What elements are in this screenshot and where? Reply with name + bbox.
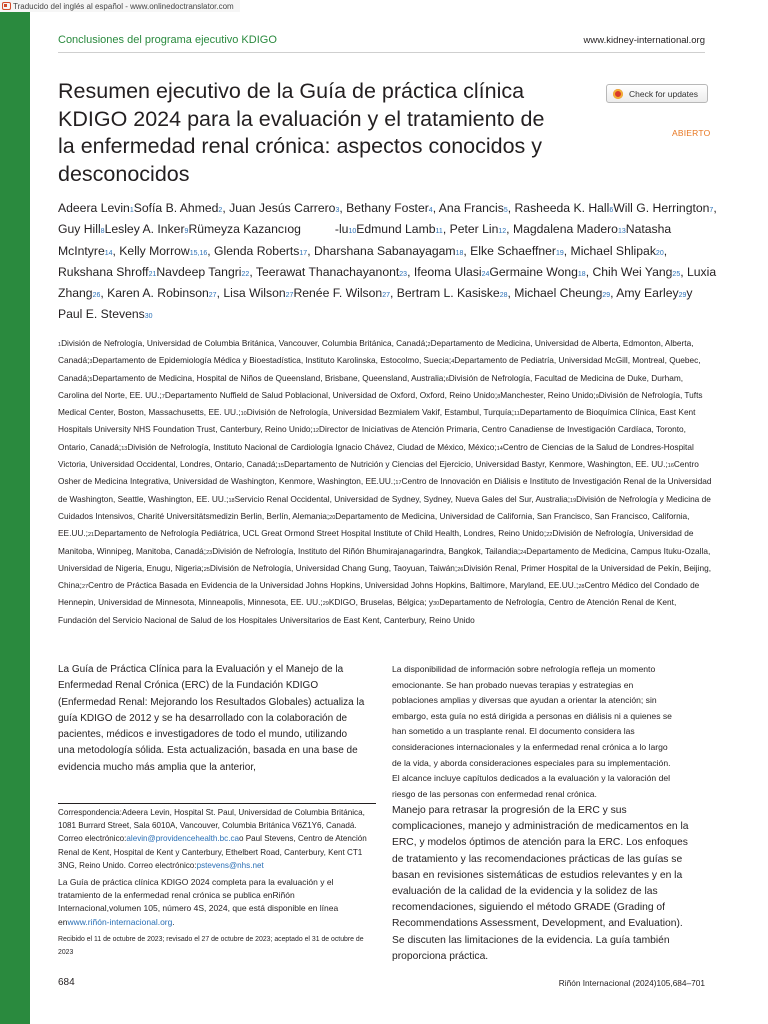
affiliation-number: 4	[451, 359, 455, 366]
author-name: Will G. Herrington	[613, 201, 710, 215]
author-name: , Juan Jesús Carrero	[222, 201, 336, 215]
affiliation-number: 11	[514, 411, 520, 418]
affiliation-text: División de Nefrología, Tufts Medical Center, Boston, Massachusetts, EE. UU.;	[58, 389, 703, 418]
author-affiliation-number: 9	[184, 228, 189, 236]
author-name: Rümeyza Kazancıog	[188, 222, 301, 237]
affiliation-number: 20	[329, 514, 336, 521]
journal-citation: Riñón Internacional (2024)105,684–701	[558, 977, 705, 988]
right-paragraph-1-line: poblaciones amplias y diversas que ayudan a orientar la atención; sin	[392, 695, 657, 706]
affiliation-text: División de Nefrología, Universidad Bezmialem Vakif, Estambul, Turquía;	[246, 407, 515, 418]
author-name: y Paul E. Stevens	[58, 286, 693, 322]
affiliation-number: 15	[277, 463, 284, 470]
right-paragraph-1-line: emocionante. Se han probado nuevas terapias y estrategias en	[392, 679, 634, 690]
author-name: Sofía B. Ahmed	[133, 201, 219, 215]
translate-icon	[2, 2, 11, 10]
open-access-label: ABIERTO	[672, 128, 711, 138]
affiliation-number: 21	[87, 532, 95, 539]
author-affiliation-number: 5	[503, 207, 508, 214]
journal-website-link[interactable]: www.kidney-international.org	[583, 34, 705, 46]
author-name: Edmund Lamb	[356, 222, 436, 237]
affiliation-number: 18	[228, 497, 235, 504]
author-name: Renée F. Wilson	[293, 286, 383, 301]
author-list	[58, 199, 718, 327]
author-name: , Ana Francis	[432, 201, 504, 215]
author-name: , Kelly Morrow	[112, 243, 190, 258]
affiliation-text: Servicio Renal Occidental, Universidad de Sydney, Sydney, Nueva Gales del Sur, Australia;	[234, 493, 571, 504]
affiliation-text: Departamento de Medicina, Universidad de California, San Francisco, San Francisco, California, EE.UU.;	[58, 510, 690, 539]
right-column-paragraph-2	[392, 803, 714, 965]
affiliation-number: 14	[496, 445, 503, 452]
affiliation-number: 19	[570, 497, 577, 504]
affiliation-number: 3	[89, 359, 93, 366]
affiliation-text: Departamento de Bioquímica Clínica, East Kent Hospitals University NHS Foundation Trust, Canterbury, Reino Unido;	[58, 407, 696, 435]
author-affiliation-number: 29	[678, 292, 687, 300]
article-dates: Recibido el 11 de octubre de 2023; revisado el 27 de octubre de 2023; aceptado el 31 de octubre de 2023	[58, 936, 364, 957]
abstract-line: guía KDIGO de 2012 y se ha desarrollado con la colaboración de	[58, 712, 348, 724]
affiliation-text: Centro de Ciencias de la Salud de Londres-Hospital Victoria, Universidad Occidental, Londres, Ontario, Canadá;	[58, 441, 694, 470]
author-name: , Rukshana Shroff	[58, 243, 668, 279]
author-name: , Dharshana Sabanayagam	[307, 243, 456, 258]
affiliation-number: 16	[667, 463, 674, 470]
right-paragraph-1-line: La disponibilidad de información sobre nefrología refleja un momento	[392, 664, 656, 674]
abstract-line: (Enfermedad Renal: Mejorando los Resultados Globales) actualiza la	[58, 696, 365, 708]
affiliation-number: 1	[58, 342, 62, 348]
author-name: , Bethany Foster	[339, 201, 429, 215]
affiliation-number: 26	[457, 566, 464, 573]
article-title	[58, 78, 588, 188]
author-affiliation-number: 12	[498, 228, 507, 236]
affiliation-text: División de Nefrología, Universidad Chang Gung, Taoyuan, Taiwán;	[209, 562, 458, 573]
affiliation-text: Departamento de Nefrología Pediátrica, UCL Great Ormond Street Hospital Institute of Child Health, Londres, Reino Unido;	[94, 528, 547, 539]
author-affiliation-number: 30	[144, 313, 153, 321]
author-name: , Teerawat Thanachayanont	[249, 264, 400, 279]
affiliation-text: KDIGO, Bruselas, Bélgica; y	[328, 597, 434, 608]
affiliation-number: 28	[578, 584, 585, 591]
affiliation-text: División de Nefrología, Facultad de Medicina de Duke, Durham, Carolina del Norte, EE. UU.;	[58, 372, 684, 400]
author-name: , Elke Schaeffner	[463, 243, 556, 258]
author-affiliation-number: 27	[382, 292, 390, 300]
right-paragraph-1-line: consideraciones internacionales y la enfermedad renal crónica a lo largo	[392, 741, 668, 752]
author-affiliation-number: 18	[455, 249, 464, 257]
title-line: desconocidos	[58, 161, 190, 186]
abstract-paragraph	[58, 662, 376, 776]
author-name: Lesley A. Inker	[104, 222, 185, 237]
affiliation-number: 5	[89, 376, 93, 383]
affiliation-number: 25	[203, 566, 210, 573]
right-paragraph-2-line: Recommendations Assessment, Development, and Evaluation).	[392, 918, 683, 930]
crossmark-icon	[613, 89, 623, 99]
affiliation-number: 7	[161, 393, 165, 400]
author-affiliation-number: 10	[348, 228, 357, 236]
author-affiliation-number: 13	[617, 228, 626, 236]
correspondence-divider	[58, 803, 376, 804]
full-guideline-note	[58, 876, 376, 929]
affiliation-number: 2	[427, 342, 431, 348]
affiliation-number: 29	[322, 601, 329, 608]
author-name: , Guy Hill	[58, 201, 717, 237]
author-name: -lu	[334, 222, 349, 237]
author-name: Natasha McIntyre	[58, 222, 672, 258]
page-number: 684	[58, 977, 75, 988]
affiliation-number: 8	[497, 393, 501, 400]
abstract-line: una metodología sólida. Esta actualización, basada en una base de	[58, 745, 358, 757]
abstract-line: Enfermedad Renal Crónica (ERC) de la Fundación KDIGO	[58, 680, 319, 692]
check-for-updates-button[interactable]	[606, 84, 708, 103]
author-affiliation-number: 17	[299, 249, 308, 257]
author-affiliation-number: 14	[104, 249, 113, 257]
author-affiliation-number: 27	[285, 292, 294, 300]
title-line: Resumen ejecutivo de la Guía de práctica clínica	[58, 79, 525, 103]
author-affiliation-number: 23	[399, 270, 408, 278]
check-for-updates-label: Check for updates	[629, 88, 698, 99]
affiliation-text: Departamento de Pediatría, Universidad McGill, Montreal, Quebec, Canadá;	[58, 355, 701, 383]
author-name: , Michael Cheung	[507, 286, 603, 301]
affiliation-text: Departamento de Medicina, Hospital de Niños de Queensland, Brisbane, Queensland, Australia;	[92, 372, 446, 383]
author-affiliation-number: 4	[428, 207, 433, 214]
right-paragraph-2-line: basan en revisiones sistemáticas de estudios relevantes y en la	[392, 869, 683, 881]
author-affiliation-number: 29	[602, 292, 611, 300]
affiliation-text: Centro Osher de Medicina Integrativa, Universidad de Washington, Kenmore, Washington, EE.UU.;	[58, 459, 699, 487]
email-link-stevens[interactable]: pstevens@nhs.net	[196, 860, 264, 870]
affiliation-text: Departamento de Medicina, Universidad de Alberta, Edmonton, Alberta, Canadá;	[58, 338, 694, 366]
affiliation-text: División de Nefrología, Universidad de Columbia Británica, Vancouver, Columbia Británica, Canadá;	[61, 338, 428, 348]
affiliation-text: Departamento de Epidemiología Médica y Bioestadística, Instituto Karolinska, Estocolmo, Suecia;	[92, 355, 452, 366]
right-paragraph-2-line: Manejo para retrasar la progresión de la ERC y sus	[392, 805, 627, 816]
affiliation-number: 9	[595, 393, 599, 400]
right-paragraph-2-line: recomendaciones, siguiendo el método GRADE (Grading of	[392, 902, 666, 914]
right-column-paragraph-1	[392, 662, 712, 802]
affiliation-number: 24	[520, 549, 527, 556]
left-column	[58, 662, 376, 776]
affiliation-text: Centro de Práctica Basada en Evidencia de la Universidad Johns Hopkins, Universidad Johns Hopkins, Baltimore, Maryland, EE.UU.;	[88, 580, 579, 591]
author-name: , Magdalena Madero	[506, 222, 618, 237]
author-name: Germaine Wong	[489, 264, 578, 279]
author-affiliation-number: 6	[609, 207, 614, 214]
affiliation-text: División Renal, Primer Hospital de la Universidad de Pekín, Beijing, China;	[58, 562, 711, 591]
author-name: , Karen A. Robinson	[100, 286, 209, 301]
author-name: , Ifeoma Ulasi	[407, 264, 482, 279]
affiliation-text: Departamento Nuffield de Salud Poblacional, Universidad de Oxford, Oxford, Reino Unido;	[164, 389, 498, 400]
affiliation-number: 30	[433, 601, 440, 608]
affiliation-text: Centro de Innovación en Diálisis e Instituto de Investigación Renal de la Universidad de Washington, Seattle, Washington, EE. UU.;	[58, 476, 712, 504]
title-line: la enfermedad renal crónica: aspectos conocidos y	[58, 134, 543, 158]
right-paragraph-2-line: Se discuten las limitaciones de la evidencia. La guía también	[392, 934, 670, 946]
author-affiliation-number: 26	[92, 292, 101, 300]
section-name: Conclusiones del programa ejecutivo KDIGO	[58, 34, 277, 46]
journal-color-strip	[0, 0, 30, 1024]
author-name: , Amy Earley	[610, 286, 679, 301]
affiliation-number: 10	[240, 411, 247, 418]
full-guideline-text: La Guía de práctica clínica KDIGO 2024 completa para la evaluación y el tratamiento de la enfermedad renal crónica se publica enRiñón Internacional,volumen 105, número 4S, 2024, que está disponible en línea en	[58, 877, 339, 927]
author-affiliation-number: 28	[499, 292, 508, 300]
author-affiliation-number: 24	[481, 270, 490, 278]
affiliation-text: Director de Iniciativas de Atención Primaria, Centro Canadiense de Investigación Cardíaca, Toronto, Ontario, Canadá;	[58, 424, 686, 452]
affiliation-text: División de Nefrología y Medicina de Cuidados Intensivos, Charité Universitätsmedizin Berlin, Berlín, Alemania;	[58, 493, 711, 521]
author-affiliation-number: 18	[577, 270, 586, 278]
author-affiliation-number: 27	[208, 292, 217, 300]
author-name: , Bertram L. Kasiske	[389, 286, 500, 301]
right-paragraph-2-line: ERC, y modelos óptimos de atención para la ERC. Los enfoques	[392, 837, 688, 849]
affiliation-text: División de Nefrología, Instituto del Riñón Bhumirajanagarindra, Bangkok, Tailandia;	[212, 545, 521, 556]
affiliation-number: 27	[81, 584, 89, 591]
abstract-line: pacientes, médicos e investigadores de todo el mundo, utilizando	[58, 729, 348, 741]
right-paragraph-1-line: embargo, esta guía no está dirigida a personas en diálisis ni a quienes se	[392, 710, 672, 721]
affiliation-number: 22	[546, 532, 553, 539]
running-header	[58, 31, 705, 49]
correspondence-text-2: o Paul Stevens, Centro de Atención Renal de Kent, Hospital de Kent y Canterbury, Ethelbert Road, Canterbury, Kent CT1 3NG, Reino Unido. Correo electrónico:	[58, 834, 367, 870]
author-affiliation-number: 3	[335, 207, 340, 214]
affiliation-text: División de Nefrología, Universidad de Manitoba, Winnipeg, Manitoba, Canadá;	[58, 528, 694, 556]
affiliation-text: División de Nefrología, Instituto Nacional de Cardiología Ignacio Chávez, Ciudad de México, México;	[127, 441, 497, 452]
right-paragraph-2-line: de tratamiento y las recomendaciones prácticas de las guías se	[392, 853, 683, 865]
affiliation-text: Centro Médico del Condado de Hennepin, Universidad de Minnesota, Minneapolis, Minnesota, EE. UU.;	[58, 580, 700, 608]
author-affiliation-number: 19	[555, 249, 564, 257]
email-link-levin[interactable]: alevin@providencehealth.bc.ca	[126, 834, 239, 844]
author-name: , Peter Lin	[442, 222, 499, 237]
author-name: , Chih Wei Yang	[585, 264, 673, 279]
correspondence-text-1: Correspondencia:Adeera Levin, Hospital St. Paul, Universidad de Columbia Británica, 1081 Burrard Street, Sala 6010A, Vancouver, Columbia Británica V6Z1Y6, Canadá. Correo electrónico:	[58, 808, 365, 844]
right-paragraph-1-line: El alcance incluye capítulos dedicados a la evaluación y la valoración del	[392, 773, 671, 784]
author-affiliation-number: 7	[709, 207, 714, 214]
author-name: , Glenda Roberts	[207, 243, 300, 258]
affiliation-text: Manchester, Reino Unido;	[500, 389, 596, 400]
author-affiliation-number: 11	[435, 228, 443, 236]
translator-text: Traducido del inglés al español - www.onlinedoctranslator.com	[13, 1, 234, 11]
author-name: , Luxia Zhang	[58, 264, 717, 301]
author-name: , Lisa Wilson	[216, 286, 286, 301]
author-name: Navdeep Tangri	[156, 264, 242, 279]
author-affiliation-number: 21	[148, 270, 157, 278]
affiliation-text: Departamento de Nefrología, Centro de Atención Renal de Kent, Fundación del Servicio Nacional de Salud de los Hospitales Universitarios de East Kent, Canterbury, Reino Unido	[58, 597, 677, 625]
author-name: , Rasheeda K. Hall	[507, 201, 610, 215]
author-affiliation-number: 20	[655, 249, 664, 257]
author-name: Adeera Levin	[58, 201, 130, 215]
affiliation-number: 23	[206, 549, 213, 556]
author-affiliation-number: 8	[100, 228, 105, 236]
title-line: KDIGO 2024 para la evaluación y el tratamiento de	[58, 106, 545, 131]
abstract-line: evidencia mucho más amplia que la anterior,	[58, 761, 256, 773]
page-footer	[58, 977, 705, 988]
right-paragraph-2-line: evaluación de la calidad de la evidencia y la solidez de las	[392, 886, 658, 898]
abstract-line: La Guía de Práctica Clínica para la Evaluación y el Manejo de la	[58, 664, 344, 675]
right-paragraph-2-line: proporciona práctica.	[392, 950, 489, 962]
author-affiliation-number: 22	[241, 270, 250, 278]
affiliation-list	[58, 336, 714, 628]
author-affiliation-number: 15,16	[189, 249, 208, 257]
author-affiliation-number: 25	[672, 270, 681, 278]
author-affiliation-number: 1	[129, 207, 134, 214]
affiliation-number: 12	[312, 428, 319, 435]
right-paragraph-1-line: riesgo de las personas con enfermedad renal crónica.	[392, 788, 597, 799]
guideline-url-link[interactable]: www.riñón-internacional.org	[67, 916, 173, 927]
right-paragraph-1-line: han sometido a un trasplante renal. El documento considera las	[392, 726, 635, 737]
affiliation-number: 17	[395, 480, 402, 487]
header-divider	[58, 52, 705, 53]
translator-banner	[0, 0, 240, 12]
author-affiliation-number: 2	[218, 207, 223, 214]
affiliation-text: Departamento de Nutrición y Ciencias del Ejercicio, Universidad Bastyr, Kenmore, Washington, EE. UU.;	[283, 459, 668, 470]
affiliation-text: Departamento de Medicina, Campus Ituku-Ozalla, Universidad de Nigeria, Enugu, Nigeria;	[58, 545, 711, 573]
right-paragraph-2-line: complicaciones, manejo y administración de medicamentos en la	[392, 821, 689, 833]
author-name: , Michael Shlipak	[563, 243, 656, 258]
full-guideline-end: .	[172, 916, 175, 927]
right-paragraph-1-line: de la vida, y aborda consideraciones especiales para su implementación.	[392, 757, 671, 768]
affiliation-number: 13	[121, 445, 128, 452]
affiliation-number: 6	[445, 376, 449, 383]
correspondence-note	[58, 806, 376, 872]
